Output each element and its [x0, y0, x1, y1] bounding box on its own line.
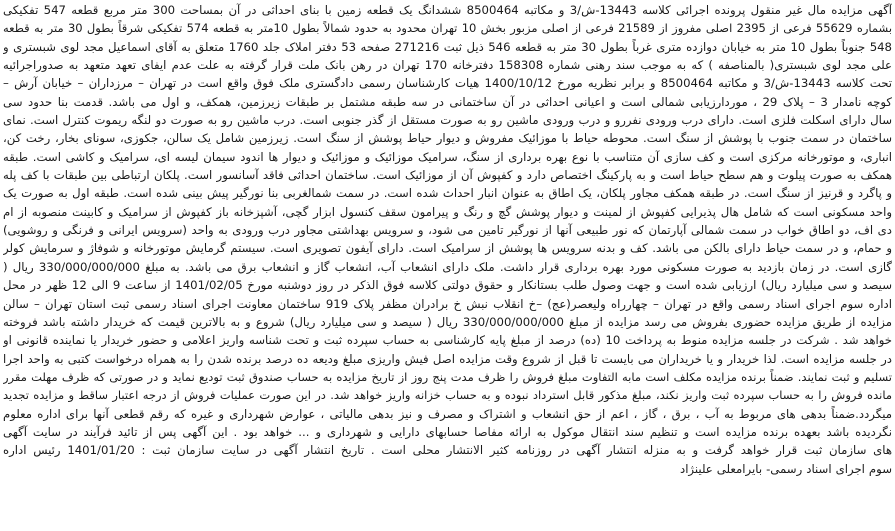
notice-line: همکف به صورت پیلوت و هم سطح حیاط است و به پارکینگ اختصاص دارد و کفپوش آن از موزائیک است. ساختمان احداثی فاقد آسانسور است. پلکان ارتباطی بین طبقات با کف پله	[3, 168, 892, 183]
notice-line: خواهد شد . شرکت در جلسه مزایده منوط به پرداخت 10 (ده) درصد از مبلغ پایه کارشناسی به حساب سپرده ثبت و تحت شناسه واریز اعلامی و حضور خریدار یا نماینده قانونی او	[3, 333, 892, 348]
notice-line: ساختمان در سمت جنوب با پوشش از سنگ است. محوطه حیاط با موزائیک مفروش و دیوار حیاط پوشش از سنگ است. زیرزمین شامل یک سالن، جکوزی، سونای بخار، رخت کن،	[3, 131, 892, 146]
notice-line: سیصد و سی میلیارد ریال) ارزیابی شده است و جهت وصول طلب بستانکار و حقوق دولتی کلاسه فوق الذکر در روز دوشنبه مورخ 1401/02/05 از ساعت 9 الی 12 ظهر در محل	[3, 278, 892, 293]
notice-line: واحد مسکونی است که شامل هال پذیرایی کفپوش از لمینت و دیوار پوشش گچ و رنگ و پیرامون سقف کنسول ابزار گچی، آشپزخانه باز کفپوش از سرامیک و کابینت منصوبه از ام	[3, 204, 892, 219]
auction-notice-text	[3, 1, 892, 478]
notice-line: کوچه نامدار 3 – پلاک 29 ، موردارزیابی شمالی است و اعیانی احداثی در آن ساختمانی در سه طبقه مشتمل بر طبقات زیرزمین، همکف، و اول می باشد. قدمت بنا حدود سی	[3, 94, 892, 109]
notice-line: های سازمان ثبت قرار خواهد گرفت و به منزله انتشار آگهی در روزنامه کثیر الانتشار محلی است . تاریخ انتشار آگهی در سایت سازمان ثبت : 1401/01/20 رئیس اداره	[3, 443, 892, 458]
notice-line-signature: سوم اجرای اسناد رسمی- بایرامعلی علینژاد	[679, 461, 892, 476]
notice-line: اداره سوم اجرای اسناد رسمی واقع در تهران – چهارراه ولیعصر(عج) –خ انقلاب نبش خ برادران مظفر پلاک 919 ساختمان معاونت اجرای اسناد رسمی ثبت استان تهران – سالن	[3, 296, 892, 311]
notice-line: دی اف، دو اطاق خواب در سمت شمالی آپارتمان که نور طبیعی آنها از نورگیر تامین می شود، و سرویس بهداشتی مجاور درب ورودی به واحد (سرویس ایرانی و فرنگی و روشویی)	[3, 223, 892, 238]
notice-line: انباری، و موتورخانه مرکزی است و کف سازی آن متناسب با نوع بهره برداری از سنگ، سرامیک موزائیک و موزائیک و دیوار ها اندود سیمان لیسه ای، سرامیک و کاشی است. طبقه	[3, 149, 892, 164]
notice-line: 548 جنوباً بطول 10 متر به خیابان دوازده متری غرباً بطول 30 متر به قطعه 546 ذیل ثبت 271216 صفحه 53 دفتر املاک جلد 1760 متعلق به آقای اسماعیل مجد لوی شبستری و	[3, 39, 892, 54]
notice-line: آگهی مزایده مال غیر منقول پرونده اجرائی کلاسه 13443-ش/3 و مکاتبه 8500464 ششدانگ یک قطعه زمین با بنای احداثی در آن بمساحت 300 متر مربع قطعه 547 تفکیکی	[3, 3, 892, 17]
notice-line: تحت کلاسه 13443-ش/3 و مکاتبه 8500464 و برابر نظریه مورخ 1400/10/12 هیات کارشناسان رسمی دادگستری ملک فوق واقع است در تهران – مرزداران – خیابان آرش –	[3, 76, 892, 91]
notice-line: سال دارای اسکلت فلزی است. دارای درب ورودی نفررو و درب ورودی ماشین رو به صورت مستقل از گذر جنوبی است. درب ماشین رو به صورت دو لنگه ریموت کنترل است. نمای	[3, 113, 892, 128]
notice-line: نگردیده باشد بعهده برنده مزایده است و تنظیم سند انتقال موکول به ارائه مفاصا حسابهای دارایی و شهرداری و ... خواهد بود . این آگهی پس از تائید فرآیند در سایت آگهی	[3, 424, 892, 439]
notice-line: میگردد.ضمناً بدهی های مربوط به آب ، برق ، گاز ، اعم از حق انشعاب و اشتراک و مصرف و نیز بدهی مالیاتی ، عوارض شهرداری و غیره که رقم قطعی آنها برای اداره معلوم	[3, 406, 892, 421]
notice-line: در جلسه مزایده است. لذا خریدار و یا خریداران می بایست تا قبل از شروع وقت مزایده اصل فیش واریزی مبلغ ودیعه ده درصد برنده شدن را به همراه درخواست کتبی به واحد اجرا	[3, 351, 892, 366]
notice-line: مانده فروش را به حساب سپرده ثبت واریز نکند، مبلغ مذکور قابل استرداد نبوده و به حساب خزانه واریز خواهد شد. در این صورت عملیات فروش از درجه اعتبار ساقط و مزایده تجدید	[3, 388, 892, 403]
notice-line: و حمام، و در سمت حیاط دارای بالکن می باشد. کف و بدنه سرویس ها پوشش از سرامیک است. دارای آیفون تصویری است. سیستم گرمایش موتورخانه و شوفاژ و سرمایش کولر	[3, 241, 892, 256]
notice-line: و پاگرد و قرنیز از سنگ است. در طبقه همکف مجاور پلکان، یک اطاق به عنوان انبار احداث شده است. در سمت شمالغربی بنا نورگیر پیش بینی شده است. طبقه اول به صورت یک	[3, 186, 892, 201]
notice-line: بشماره 55629 فرعی از 2395 اصلی مفروز از 21589 فرعی از اصلی مزبور بخش 10 تهران محدود به حدود شمالاً بطول 10متر به قطعه 574 تفکیکی شرقاً بطول 30 متر به قطعه	[3, 21, 892, 36]
notice-line: تسلیم و ثبت نمایند. ضمناً برنده مزایده مکلف است مابه التفاوت مبلغ فروش را ظرف مدت پنج روز از تاریخ مزایده به حساب صندوق ثبت تودیع نماید و در صورتی که ظرف مهلت مقرر	[3, 369, 892, 384]
notice-line: مزایده از طریق مزایده حضوری بفروش می رسد مزایده از مبلغ 330/000/000/000 ریال ( سیصد و سی میلیارد ریال) شروع و به بالاترین قیمت که خریدار داشته باشد فروخته	[3, 314, 892, 329]
notice-line: گازی است. در زمان بازدید به صورت مسکونی مورد بهره برداری قرار داشت. ملک دارای انشعاب آب، انشعاب گاز و انشعاب برق می باشد. به مبلغ 330/000/000/000 ریال (	[3, 259, 892, 274]
notice-line: علی مجد لوی شبستری( بالمناصفه ) که به موجب سند رهنی شماره 158308 دفترخانه 170 تهران در رهن بانک ملت قرار گرفته به علت عدم ایفای تعهد متعهد به صدوراجرائیه	[3, 58, 892, 73]
